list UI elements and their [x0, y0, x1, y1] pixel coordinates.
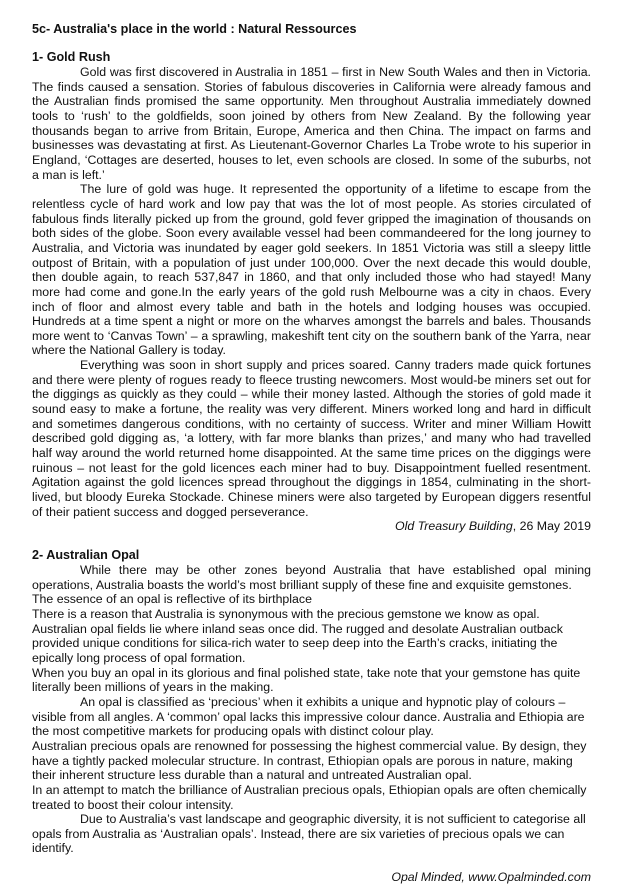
- section-heading: 2- Australian Opal: [32, 548, 140, 562]
- paragraph: Australian opal fields lie where inland seas once did. The rugged and desolate Australian outback provided unique conditions for silica-rich water to seep deep into the Earth’s cracks, initiating the epically long process of opal formation.: [32, 621, 563, 665]
- paragraph: Gold was first discovered in Australia in 1851 – first in New South Wales and then in Victoria. The finds caused a sensation. Stories of fabulous discoveries in California were already famous and the Australian finds promised the same opportunity. Men throughout Australia immediately downed tools to ‘rush’ to the goldfields, soon joined by others from New Zealand. By the following year thousands began to arrive from Britain, Europe, America and then China. The impact on farms and businesses was devastating at first. As Lieutenant-Governor Charles La Trobe wrote to his superior in England, ‘Cottages are deserted, houses to let, even schools are closed. In some of the suburbs, not a man is left.’: [32, 65, 591, 182]
- paragraph: In an attempt to match the brilliance of Australian precious opals, Ethiopian opals are often chemically treated to boost their colour intensity.: [32, 782, 587, 812]
- paragraph: While there may be other zones beyond Australia that have established opal mining operations, Australia boasts the world’s most brilliant supply of these fine and exquisite gemstones.: [32, 563, 591, 592]
- paragraph: The lure of gold was huge. It represented the opportunity of a lifetime to escape from the relentless cycle of hard work and low pay that was the lot of most people. As stories circulated of fabulous finds literally picked up from the ground, gold fever gripped the imagination of thousands on both sides of the globe. Soon every available vessel had been commandeered for the long journey to Australia, and Victoria was inundated by eager gold seekers. In 1851 Victoria was still a sleepy little outpost of Britain, with a population of just under 100,000. Over the next decade this would double, then double again, to reach 537,847 in 1860, and that only included those who had stayed! Many more had come and gone.In the early years of the gold rush Melbourne was a city in chaos. Every inch of floor and almost every table and bath in the hotels and lodging houses was occupied. Hundreds at a time spent a night or more on the wharves amongst the barrels and bales. Thousands more went to ‘Canvas Town’ – a sprawling, makeshift tent city on the southern bank of the Yarra, near where the National Gallery is today.: [32, 182, 591, 358]
- source-citation: [32, 870, 591, 885]
- paragraph: When you buy an opal in its glorious and final polished state, take note that your gemstone has quite literally been millions of years in the making.: [32, 665, 581, 695]
- paragraph: Australian precious opals are renowned for possessing the highest commercial value. By design, they have a tightly packed molecular structure. In contrast, Ethiopian opals are porous in nature, making their inherent structure less durable than a natural and untreated Australian opal.: [32, 738, 587, 783]
- paragraph: The essence of an opal is reflective of its birthplace: [32, 592, 312, 607]
- spacer: [32, 856, 591, 870]
- section-gold-rush: [32, 50, 591, 534]
- page-title: 5c- Australia's place in the world : Natural Ressources: [32, 22, 357, 36]
- paragraph: Due to Australia’s vast landscape and geographic diversity, it is not sufficient to categorise all opals from Australia as ‘Australian opals’. Instead, there are six varieties of precious opals we can identify.: [32, 812, 586, 856]
- source-citation: [32, 519, 591, 534]
- paragraph: Everything was soon in short supply and prices soared. Canny traders made quick fortunes and there were plenty of rogues ready to fleece trusting newcomers. Most would-be miners set out for the diggings as quickly as they could – while their money lasted. Although the stories of gold made it sound easy to make a fortune, the reality was very different. Miners worked long and hard in difficult and sometimes dangerous conditions, with no certainty of success. Writer and miner William Howitt described gold digging as, ‘a lottery, with far more blanks than prizes,’ and many who had travelled half way around the world returned home disappointed. At the same time prices on the diggings were ruinous – not least for the gold licences each miner had to buy. Disappointment fuelled resentment. Agitation against the gold licences spread throughout the diggings in 1854, culminating in the short-lived, but bloody Eureka Stockade. Chinese miners were also targeted by European diggers resentful of their patient success and dogged perseverance.: [32, 358, 591, 519]
- paragraph: An opal is classified as ‘precious’ when it exhibits a unique and hypnotic play of colours – visible from all angles. A ‘common’ opal lacks this impressive colour dance. Australia and Ethiopia are the most competitive markets for producing opals with distinct colour play.: [32, 694, 585, 739]
- spacer: [32, 534, 591, 548]
- section-heading: 1- Gold Rush: [32, 50, 111, 64]
- paragraph: There is a reason that Australia is synonymous with the precious gemstone we know as opal.: [32, 606, 540, 621]
- section-australian-opal: [32, 548, 591, 885]
- source-name: Old Treasury Building: [394, 519, 513, 534]
- source-name: Opal Minded, www.Opalminded.com: [391, 870, 591, 885]
- source-date: , 26 May 2019: [512, 519, 591, 534]
